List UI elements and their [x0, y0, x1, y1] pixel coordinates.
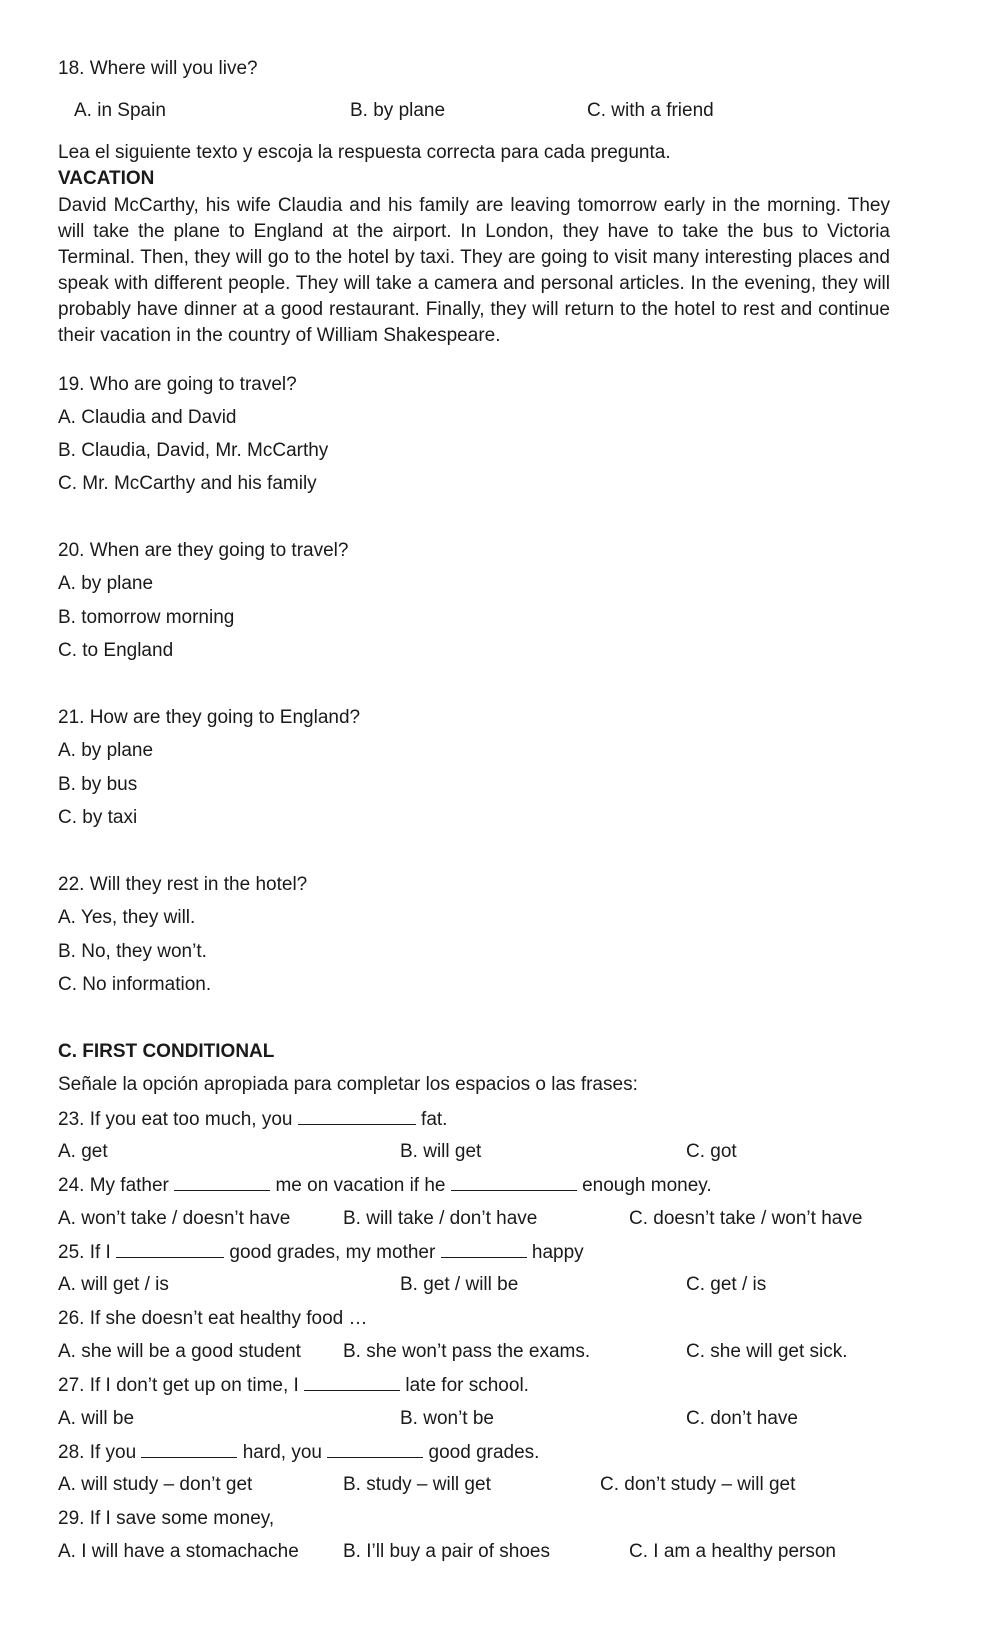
q20-option-b[interactable]: B. tomorrow morning	[58, 607, 235, 628]
q29-option-b[interactable]: B. I’ll buy a pair of shoes	[343, 1541, 550, 1562]
question-21: 21. How are they going to England?	[58, 707, 361, 728]
q25-text-3: happy	[531, 1242, 584, 1263]
q28-option-a[interactable]: A. will study – don’t get	[58, 1474, 253, 1495]
q25-blank-2[interactable]	[441, 1241, 527, 1258]
q26-option-c[interactable]: C. she will get sick.	[686, 1341, 848, 1362]
question-24	[58, 1174, 712, 1197]
q27-text-2: late for school.	[405, 1375, 529, 1396]
q18-option-b[interactable]: B. by plane	[350, 100, 446, 121]
q21-option-c[interactable]: C. by taxi	[58, 807, 138, 828]
q26-option-b[interactable]: B. she won’t pass the exams.	[343, 1341, 591, 1362]
question-22: 22. Will they rest in the hotel?	[58, 874, 308, 895]
q27-option-a[interactable]: A. will be	[58, 1408, 135, 1429]
q24-option-b[interactable]: B. will take / don’t have	[343, 1208, 538, 1229]
question-20: 20. When are they going to travel?	[58, 540, 349, 561]
q23-text-1: 23. If you eat too much, you	[58, 1109, 293, 1130]
q28-option-c[interactable]: C. don’t study – will get	[600, 1474, 796, 1495]
q22-option-a[interactable]: A. Yes, they will.	[58, 907, 196, 928]
q25-option-b[interactable]: B. get / will be	[400, 1274, 519, 1295]
q25-option-c[interactable]: C. get / is	[686, 1274, 767, 1295]
question-19: 19. Who are going to travel?	[58, 374, 297, 395]
q22-option-b[interactable]: B. No, they won’t.	[58, 941, 207, 962]
question-25	[58, 1241, 584, 1264]
q19-option-a[interactable]: A. Claudia and David	[58, 407, 237, 428]
q25-text-1: 25. If I	[58, 1242, 111, 1263]
question-18: 18. Where will you live?	[58, 58, 258, 79]
q29-option-a[interactable]: A. I will have a stomachache	[58, 1541, 299, 1562]
reading-passage: David McCarthy, his wife Claudia and his family are leaving tomorrow early in the morning. They will take the plane to England at the airport. In London, they have to take the bus to Victoria Terminal. Then, they will go to the hotel by taxi. They are going to visit many interesting places and speak with different people. They will take a camera and personal articles. In the evening, they will probably have dinner at a good restaurant. Finally, they will return to the hotel to rest and continue their vacation in the country of William Shakespeare.	[58, 195, 890, 346]
q23-blank[interactable]	[298, 1108, 416, 1125]
q20-option-c[interactable]: C. to England	[58, 640, 174, 661]
q23-option-b[interactable]: B. will get	[400, 1141, 482, 1162]
q27-text-1: 27. If I don’t get up on time, I	[58, 1375, 299, 1396]
question-28	[58, 1441, 539, 1464]
q23-text-2: fat.	[421, 1109, 448, 1130]
q28-option-b[interactable]: B. study – will get	[343, 1474, 491, 1495]
question-26: 26. If she doesn’t eat healthy food …	[58, 1308, 368, 1329]
question-23	[58, 1108, 447, 1131]
q28-text-3: good grades.	[428, 1442, 540, 1463]
q28-blank-1[interactable]	[141, 1441, 237, 1458]
q27-blank[interactable]	[304, 1374, 400, 1391]
q29-option-c[interactable]: C. I am a healthy person	[629, 1541, 836, 1562]
q24-blank-1[interactable]	[174, 1174, 270, 1191]
q27-option-c[interactable]: C. don’t have	[686, 1408, 798, 1429]
q21-option-b[interactable]: B. by bus	[58, 774, 138, 795]
section-c-title: C. FIRST CONDITIONAL	[58, 1041, 275, 1062]
q24-text-1: 24. My father	[58, 1175, 169, 1196]
q24-option-c[interactable]: C. doesn’t take / won’t have	[629, 1208, 863, 1229]
question-29: 29. If I save some money,	[58, 1508, 275, 1529]
q27-option-b[interactable]: B. won’t be	[400, 1408, 494, 1429]
q28-blank-2[interactable]	[327, 1441, 423, 1458]
q25-option-a[interactable]: A. will get / is	[58, 1274, 169, 1295]
section-c-instruction: Señale la opción apropiada para completar los espacios o las frases:	[58, 1074, 638, 1095]
q24-option-a[interactable]: A. won’t take / doesn’t have	[58, 1208, 291, 1229]
q22-option-c[interactable]: C. No information.	[58, 974, 212, 995]
q26-option-a[interactable]: A. she will be a good student	[58, 1341, 301, 1362]
q23-option-c[interactable]: C. got	[686, 1141, 737, 1162]
q24-text-3: enough money.	[582, 1175, 712, 1196]
q18-option-c[interactable]: C. with a friend	[587, 100, 714, 121]
q23-option-a[interactable]: A. get	[58, 1141, 108, 1162]
q25-text-2: good grades, my mother	[229, 1242, 436, 1263]
q19-option-c[interactable]: C. Mr. McCarthy and his family	[58, 473, 317, 494]
q24-text-2: me on vacation if he	[275, 1175, 446, 1196]
q28-text-1: 28. If you	[58, 1442, 137, 1463]
q28-text-2: hard, you	[242, 1442, 322, 1463]
q21-option-a[interactable]: A. by plane	[58, 740, 154, 761]
reading-instruction: Lea el siguiente texto y escoja la respuesta correcta para cada pregunta.	[58, 142, 671, 163]
q19-option-b[interactable]: B. Claudia, David, Mr. McCarthy	[58, 440, 329, 461]
q20-option-a[interactable]: A. by plane	[58, 573, 154, 594]
q24-blank-2[interactable]	[451, 1174, 577, 1191]
reading-title: VACATION	[58, 168, 155, 189]
question-27	[58, 1374, 529, 1397]
q25-blank-1[interactable]	[116, 1241, 224, 1258]
q18-option-a[interactable]: A. in Spain	[74, 100, 166, 121]
